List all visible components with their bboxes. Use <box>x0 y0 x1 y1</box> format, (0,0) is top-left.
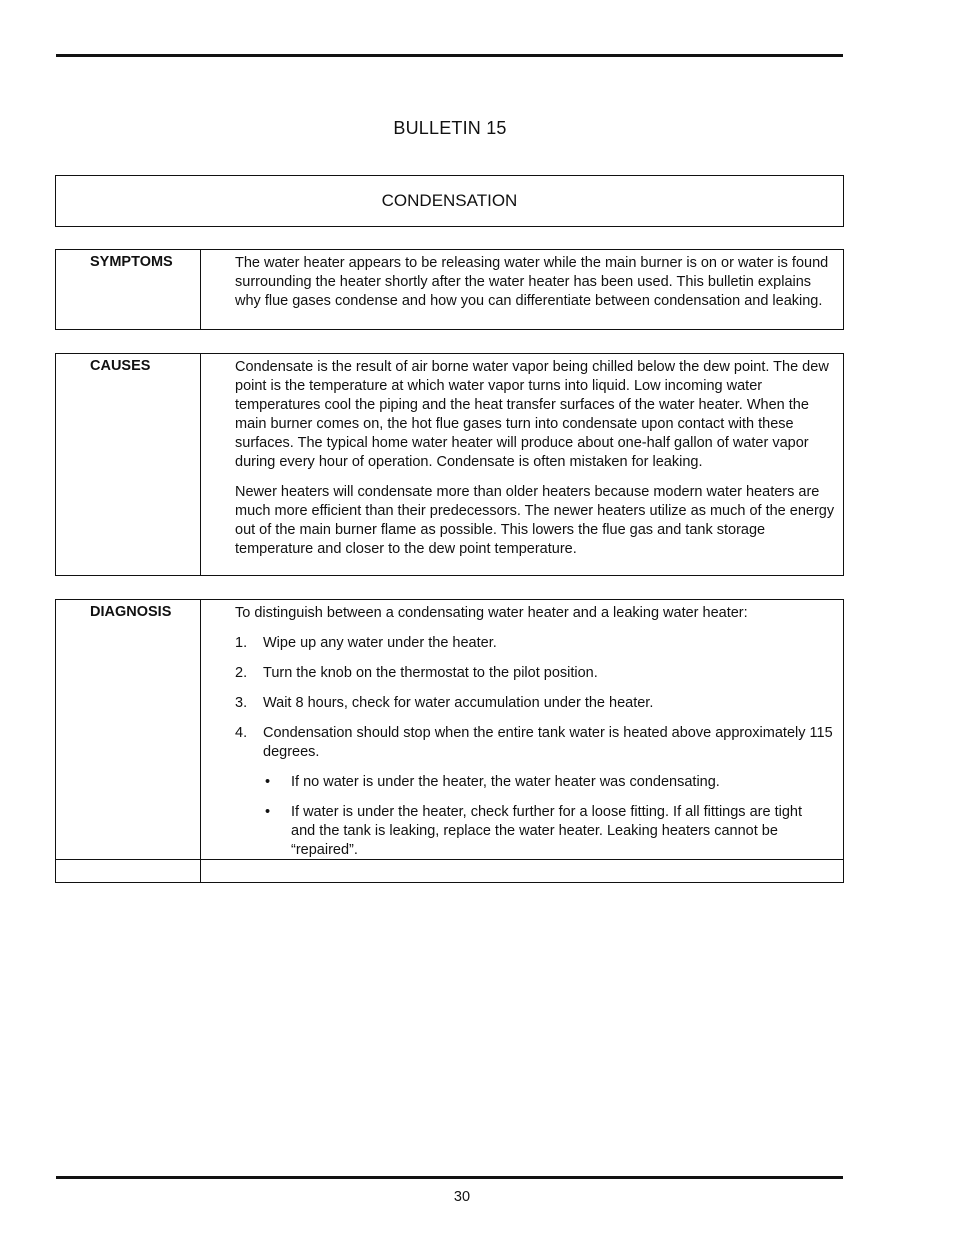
diagnosis-row <box>56 600 843 860</box>
list-item <box>235 694 837 713</box>
diagnosis-empty-row <box>56 860 843 882</box>
bullet-icon: • <box>265 804 271 820</box>
list-item <box>235 664 837 683</box>
empty-label-cell <box>56 860 201 882</box>
step-number: 1. <box>235 635 248 651</box>
symptoms-text: The water heater appears to be releasing water while the main burner is on or water is found surrounding the heater shortly after the water heater has been used. This bulletin explains why flue gases condense and how you can differentiate between condensation and leaking. <box>235 255 829 309</box>
causes-label: CAUSES <box>56 354 201 575</box>
list-item <box>235 634 837 653</box>
step-text: Wait 8 hours, check for water accumulation under the heater. <box>263 695 654 711</box>
list-item <box>263 773 837 792</box>
step-text: Wipe up any water under the heater. <box>263 635 497 651</box>
bullet-icon: • <box>265 774 271 790</box>
symptoms-label: SYMPTOMS <box>56 250 201 329</box>
empty-body-cell <box>201 860 843 882</box>
top-rule <box>56 54 843 57</box>
list-item <box>263 803 837 860</box>
bottom-rule <box>56 1176 843 1179</box>
causes-paragraph-1: Condensate is the result of air borne water vapor being chilled below the dew point. The dew point is the temperature at which water vapor turns into liquid. Low incoming water temperatures cool the piping and the heat transfer surfaces of the water heater. When the main burner comes on, the hot flue gases turn into condensate upon contact with these surfaces. The typical home water heater will produce about one-half gallon of water vapor during every hour of operation. Condensate is often mistaken for leaking. <box>235 359 829 470</box>
causes-body <box>201 354 843 575</box>
diagnosis-outcomes <box>235 773 837 860</box>
symptoms-section <box>55 249 844 330</box>
diagnosis-steps <box>235 634 837 762</box>
diagnosis-body <box>201 600 843 859</box>
list-item <box>235 724 837 762</box>
step-number: 2. <box>235 665 248 681</box>
title-box <box>55 175 844 227</box>
bullet-text: If no water is under the heater, the water heater was condensating. <box>291 774 720 790</box>
step-text: Turn the knob on the thermostat to the pilot position. <box>263 665 598 681</box>
causes-section <box>55 353 844 576</box>
step-number: 4. <box>235 725 248 741</box>
page-number: 30 <box>453 1189 471 1205</box>
diagnosis-section <box>55 599 844 883</box>
causes-paragraph-2: Newer heaters will condensate more than older heaters because modern water heaters are much more efficient than their predecessors. The newer heaters utilize as much of the energy out of the main burner flame as possible. This lowers the flue gas and tank storage temperature and closer to the dew point temperature. <box>235 484 835 557</box>
bulletin-heading: BULLETIN 15 <box>393 118 507 138</box>
page-title: CONDENSATION <box>381 191 518 210</box>
symptoms-body <box>201 250 843 329</box>
step-number: 3. <box>235 695 248 711</box>
step-text: Condensation should stop when the entire tank water is heated above approximately 115 degrees. <box>263 725 833 760</box>
diagnosis-label: DIAGNOSIS <box>56 600 201 859</box>
diagnosis-intro: To distinguish between a condensating water heater and a leaking water heater: <box>235 605 748 621</box>
bullet-text: If water is under the heater, check further for a loose fitting. If all fittings are tight and the tank is leaking, replace the water heater. Leaking heaters cannot be “repaired”. <box>291 804 802 858</box>
